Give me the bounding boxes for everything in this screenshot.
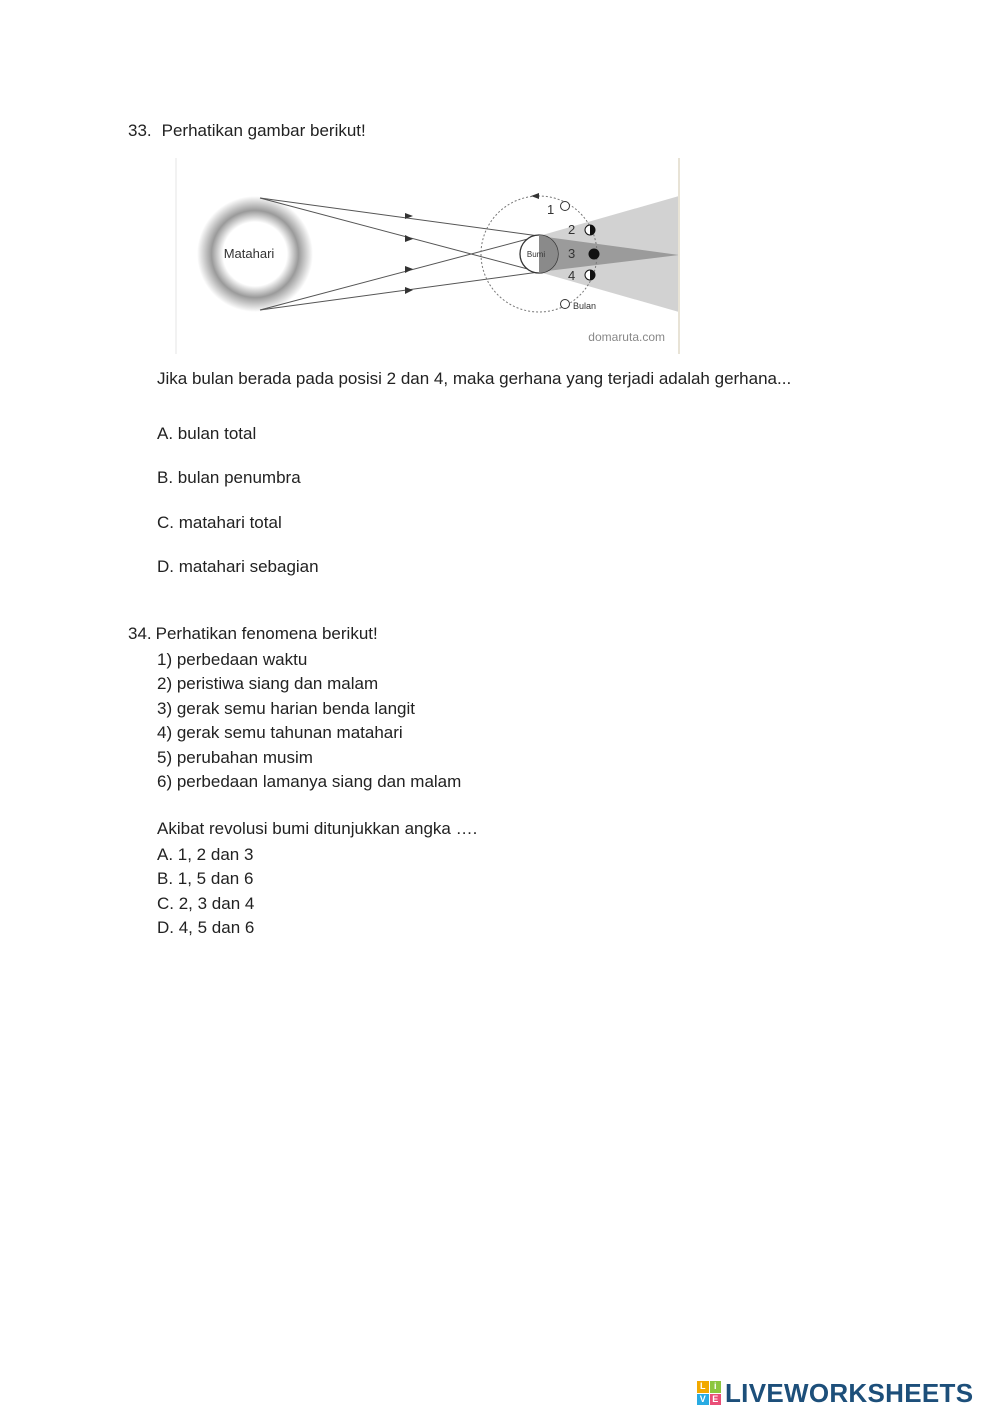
list-item: 3) gerak semu harian benda langit [157, 698, 415, 718]
logo-cell: L [697, 1381, 709, 1393]
question-33-stem: Jika bulan berada pada posisi 2 dan 4, maka gerhana yang terjadi adalah gerhana... [157, 369, 792, 388]
arrow-icon [405, 266, 413, 273]
earth-label: Bumi [526, 250, 546, 259]
figure-credit: domaruta.com [588, 330, 665, 344]
eclipse-diagram-svg [175, 158, 681, 354]
list-item: 4) gerak semu tahunan matahari [157, 723, 403, 743]
question-33-option-b: B. bulan penumbra [157, 468, 301, 487]
question-34-option-a: A. 1, 2 dan 3 [157, 845, 254, 864]
list-item: 5) perubahan musim [157, 747, 313, 767]
moon-position-1-icon [561, 202, 570, 211]
question-number: 34. [128, 624, 152, 643]
question-33-title [128, 121, 366, 141]
arrow-icon [405, 235, 413, 242]
eclipse-diagram [175, 158, 681, 354]
liveworksheets-brand [697, 1378, 973, 1408]
question-title-text: Perhatikan gambar berikut! [161, 121, 366, 140]
moon-position-bottom-icon [561, 300, 570, 309]
arrow-icon [405, 287, 413, 294]
question-34-stem: Akibat revolusi bumi ditunjukkan angka …. [157, 819, 478, 838]
question-34-title [128, 624, 378, 644]
question-34-options [157, 843, 254, 941]
orbit-arrow-icon [531, 193, 539, 199]
moon-position-2-label: 2 [568, 222, 576, 237]
question-34-option-b: B. 1, 5 dan 6 [157, 869, 254, 889]
logo-cell: i [710, 1381, 722, 1393]
question-33-option-c: C. matahari total [157, 513, 282, 532]
list-item: 6) perbedaan lamanya siang dan malam [157, 772, 462, 792]
moon-position-1-label: 1 [547, 202, 555, 217]
question-title-text: Perhatikan fenomena berikut! [155, 624, 378, 643]
list-item: 1) perbedaan waktu [157, 650, 308, 669]
moon-position-3-label: 3 [568, 246, 576, 261]
moon-position-3-icon [589, 249, 600, 260]
question-33-option-a: A. bulan total [157, 424, 257, 443]
sun-label: Matahari [223, 246, 275, 261]
question-34-option-d: D. 4, 5 dan 6 [157, 918, 255, 938]
question-number: 33. [128, 121, 152, 140]
question-33-option-d: D. matahari sebagian [157, 557, 319, 576]
liveworksheets-logo-icon [697, 1381, 721, 1405]
phenomena-list [157, 648, 461, 794]
list-item: 2) peristiwa siang dan malam [157, 674, 379, 694]
question-34-option-c: C. 2, 3 dan 4 [157, 893, 255, 913]
moon-position-4-label: 4 [568, 268, 576, 283]
brand-text: LIVEWORKSHEETS [725, 1377, 974, 1408]
logo-cell: E [710, 1394, 722, 1406]
moon-label: Bulan [573, 301, 597, 311]
logo-cell: V [697, 1394, 709, 1406]
